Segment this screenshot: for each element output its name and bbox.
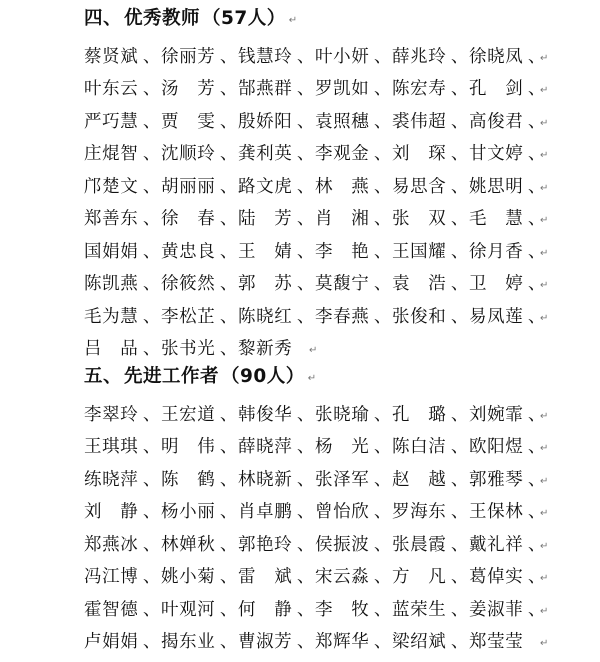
paragraph-mark-icon: ↵ (540, 117, 549, 129)
name-row (0, 39, 600, 72)
person-name: 李观金 、 (315, 140, 392, 165)
paragraph-mark-icon: ↵ (540, 247, 549, 259)
person-name: 卫 婷 、 (469, 270, 546, 295)
person-name: 庄焜智 、 (84, 140, 161, 165)
name-row (0, 202, 600, 235)
person-name: 王 婧 、 (238, 238, 315, 263)
person-name: 陈白洁 、 (392, 433, 469, 458)
section-count: （90人） (221, 366, 305, 387)
person-name: 郑辉华 、 (315, 628, 392, 653)
person-name: 徐月香 、 (469, 238, 546, 263)
paragraph-mark-icon: ↵ (540, 410, 549, 422)
person-name: 徐 春 、 (161, 205, 238, 230)
person-name: 龚利英 、 (238, 140, 315, 165)
person-name: 张书光 、 (161, 335, 238, 360)
person-name: 甘文婷 、 (469, 140, 546, 165)
paragraph-mark-icon: ↵ (540, 312, 549, 324)
name-row (0, 625, 600, 658)
person-name: 张泽军 、 (315, 466, 392, 491)
person-name: 侯振波 、 (315, 531, 392, 556)
person-name: 霍智德 、 (84, 596, 161, 621)
person-name: 姚小菊 、 (161, 563, 238, 588)
paragraph-mark-icon: ↵ (540, 280, 549, 292)
person-name: 张俊和 、 (392, 303, 469, 328)
section-heading (0, 4, 600, 34)
name-row (0, 430, 600, 463)
person-name: 郭雅琴 、 (469, 466, 546, 491)
person-name: 胡丽丽 、 (161, 173, 238, 198)
person-name: 陈凯燕 、 (84, 270, 161, 295)
person-name: 罗海东 、 (392, 498, 469, 523)
section-number: 五 (84, 366, 104, 387)
section-title: 优秀教师 (124, 8, 201, 29)
paragraph-mark-icon: ↵ (540, 85, 549, 97)
person-name: 肖 湘 、 (315, 205, 392, 230)
person-name: 叶观河 、 (161, 596, 238, 621)
paragraph-mark-icon: ↵ (540, 52, 549, 64)
person-name: 李 牧 、 (315, 596, 392, 621)
person-name: 严巧慧 、 (84, 108, 161, 133)
person-name: 叶东云 、 (84, 75, 161, 100)
person-name: 邝楚文 、 (84, 173, 161, 198)
person-name: 李 艳 、 (315, 238, 392, 263)
person-name: 林晓新 、 (238, 466, 315, 491)
paragraph-mark-icon: ↵ (540, 638, 549, 650)
person-name: 毛 慧 、 (469, 205, 546, 230)
person-name: 李春燕 、 (315, 303, 392, 328)
section-number: 四 (84, 8, 104, 29)
person-name: 姚思明 、 (469, 173, 546, 198)
person-name: 梁绍斌 、 (392, 628, 469, 653)
person-name: 黄忠良 、 (161, 238, 238, 263)
person-name: 姜淑菲 、 (469, 596, 546, 621)
section-title: 先进工作者 (124, 366, 220, 387)
person-name: 莫馥宁 、 (315, 270, 392, 295)
person-name: 薛晓萍 、 (238, 433, 315, 458)
person-name: 袁 浩 、 (392, 270, 469, 295)
person-name: 汤 芳 、 (161, 75, 238, 100)
name-row (0, 104, 600, 137)
person-name: 葛倬实 、 (469, 563, 546, 588)
person-name: 蔡贤斌 、 (84, 43, 161, 68)
person-name: 路文虎 、 (238, 173, 315, 198)
name-row (0, 397, 600, 430)
person-name: 韩俊华 、 (238, 401, 315, 426)
name-row (0, 495, 600, 528)
person-name: 裘伟超 、 (392, 108, 469, 133)
section-advanced-workers (0, 362, 600, 657)
name-row (0, 72, 600, 105)
person-name: 袁照穗 、 (315, 108, 392, 133)
person-name: 毛为慧 、 (84, 303, 161, 328)
paragraph-mark-icon: ↵ (307, 373, 317, 384)
person-name: 殷娇阳 、 (238, 108, 315, 133)
heading-separator: 、 (103, 8, 123, 29)
name-row (0, 267, 600, 300)
person-name: 揭东业 、 (161, 628, 238, 653)
name-row (0, 527, 600, 560)
person-name: 雷 斌 、 (238, 563, 315, 588)
person-name: 刘 静 、 (84, 498, 161, 523)
person-name: 赵 越 、 (392, 466, 469, 491)
person-name: 沈顺玲 、 (161, 140, 238, 165)
name-row (0, 234, 600, 267)
name-list (0, 397, 600, 657)
paragraph-mark-icon: ↵ (540, 443, 549, 455)
paragraph-mark-icon: ↵ (540, 540, 549, 552)
person-name: 罗凯如 、 (315, 75, 392, 100)
person-name: 曹淑芳 、 (238, 628, 315, 653)
person-name: 明 伟 、 (161, 433, 238, 458)
person-name: 冯江博 、 (84, 563, 161, 588)
person-name: 郑善东 、 (84, 205, 161, 230)
name-row (0, 332, 600, 365)
paragraph-mark-icon: ↵ (540, 215, 549, 227)
person-name: 林 燕 、 (315, 173, 392, 198)
person-name: 郭艳玲 、 (238, 531, 315, 556)
person-name: 王国耀 、 (392, 238, 469, 263)
person-name: 钱慧玲 、 (238, 43, 315, 68)
person-name: 宋云淼 、 (315, 563, 392, 588)
person-name: 易凤莲 、 (469, 303, 546, 328)
person-name: 高俊君 、 (469, 108, 546, 133)
section-excellent-teachers (0, 4, 600, 364)
person-name: 卢娟娟 、 (84, 628, 161, 653)
person-name: 曾怡欣 、 (315, 498, 392, 523)
person-name: 薛兆玲 、 (392, 43, 469, 68)
name-row (0, 299, 600, 332)
name-row (0, 462, 600, 495)
person-name: 何 静 、 (238, 596, 315, 621)
person-name: 徐晓凤 、 (469, 43, 546, 68)
person-name: 林婵秋 、 (161, 531, 238, 556)
person-name: 郜燕群 、 (238, 75, 315, 100)
person-name: 国娟娟 、 (84, 238, 161, 263)
person-name: 李松芷 、 (161, 303, 238, 328)
paragraph-mark-icon: ↵ (540, 182, 549, 194)
person-name: 郑燕冰 、 (84, 531, 161, 556)
person-name: 方 凡 、 (392, 563, 469, 588)
heading-separator: 、 (103, 366, 123, 387)
person-name: 黎新秀 (238, 339, 293, 360)
person-name: 徐筱然 、 (161, 270, 238, 295)
person-name: 张晨霞 、 (392, 531, 469, 556)
person-name: 王琪琪 、 (84, 433, 161, 458)
name-row (0, 560, 600, 593)
person-name: 贾 雯 、 (161, 108, 238, 133)
person-name: 蓝荣生 、 (392, 596, 469, 621)
person-name: 徐丽芳 、 (161, 43, 238, 68)
section-heading (0, 362, 600, 392)
person-name: 杨小丽 、 (161, 498, 238, 523)
person-name: 肖卓鹏 、 (238, 498, 315, 523)
person-name: 孔 剑 、 (469, 75, 546, 100)
person-name: 郑莹莹 (469, 632, 524, 653)
person-name: 郭 苏 、 (238, 270, 315, 295)
person-name: 陆 芳 、 (238, 205, 315, 230)
name-row (0, 169, 600, 202)
paragraph-mark-icon: ↵ (540, 573, 549, 585)
person-name: 李翠玲 、 (84, 401, 161, 426)
person-name: 欧阳煜 、 (469, 433, 546, 458)
person-name: 陈晓红 、 (238, 303, 315, 328)
person-name: 张 双 、 (392, 205, 469, 230)
person-name: 吕 品 、 (84, 335, 161, 360)
person-name: 陈 鹤 、 (161, 466, 238, 491)
person-name: 刘婉霏 、 (469, 401, 546, 426)
person-name: 孔 璐 、 (392, 401, 469, 426)
person-name: 杨 光 、 (315, 433, 392, 458)
name-row (0, 137, 600, 170)
person-name: 王宏道 、 (161, 401, 238, 426)
section-count: （57人） (202, 8, 286, 29)
paragraph-mark-icon: ↵ (540, 508, 549, 520)
paragraph-mark-icon: ↵ (309, 345, 318, 357)
paragraph-mark-icon: ↵ (540, 605, 549, 617)
name-row (0, 592, 600, 625)
paragraph-mark-icon: ↵ (540, 150, 549, 162)
paragraph-mark-icon: ↵ (288, 15, 298, 26)
person-name: 易思含 、 (392, 173, 469, 198)
name-list (0, 39, 600, 364)
person-name: 张晓瑜 、 (315, 401, 392, 426)
person-name: 戴礼祥 、 (469, 531, 546, 556)
paragraph-mark-icon: ↵ (540, 475, 549, 487)
person-name: 陈宏寿 、 (392, 75, 469, 100)
person-name: 王保林 、 (469, 498, 546, 523)
person-name: 刘 琛 、 (392, 140, 469, 165)
person-name: 练晓萍 、 (84, 466, 161, 491)
person-name: 叶小妍 、 (315, 43, 392, 68)
